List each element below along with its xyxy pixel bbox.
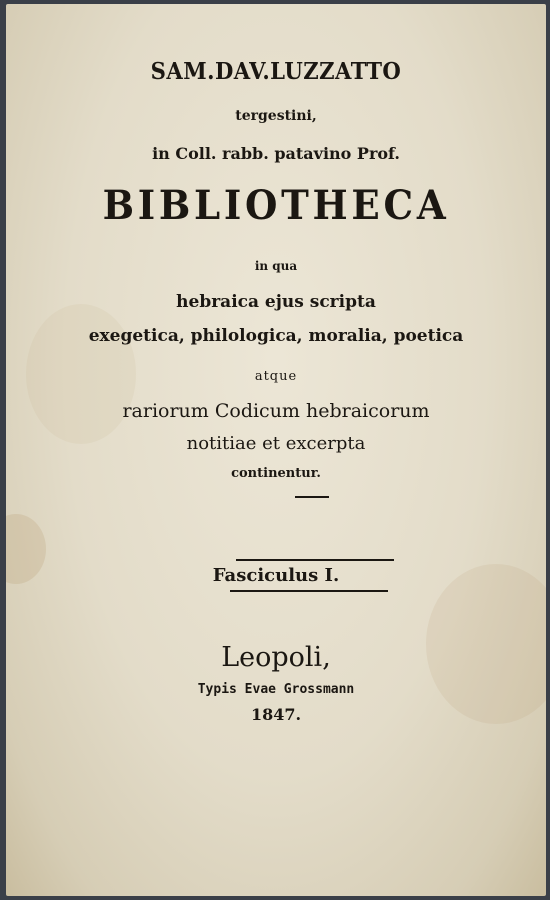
imprint-city: Leopoli, — [221, 642, 331, 673]
fascicle-rule-bottom — [230, 590, 388, 592]
divider-rule — [295, 496, 329, 498]
book-title-page — [6, 4, 546, 896]
subtitle-line-5: continentur. — [231, 466, 321, 481]
subtitle-line-3: rariorum Codicum hebraicorum — [122, 400, 430, 422]
author-name: SAM.DAV.LUZZATTO — [150, 58, 402, 85]
fascicle-label: Fasciculus I. — [212, 565, 340, 586]
subtitle-intro: in qua — [254, 259, 298, 273]
fascicle-rule-top — [236, 559, 394, 561]
book-title: BIBLIOTHECA — [102, 182, 450, 229]
imprint-year: 1847. — [250, 705, 302, 724]
author-origin: tergestini, — [235, 108, 317, 124]
subtitle-line-4: notitiae et excerpta — [186, 433, 366, 454]
subtitle-line-1: hebraica ejus scripta — [176, 292, 376, 312]
subtitle-conjunction: atque — [254, 369, 298, 384]
author-position: in Coll. rabb. patavino Prof. — [152, 144, 400, 163]
subtitle-line-2: exegetica, philologica, moralia, poetica — [88, 326, 464, 346]
imprint-printer: Typis Evae Grossmann — [197, 682, 355, 697]
